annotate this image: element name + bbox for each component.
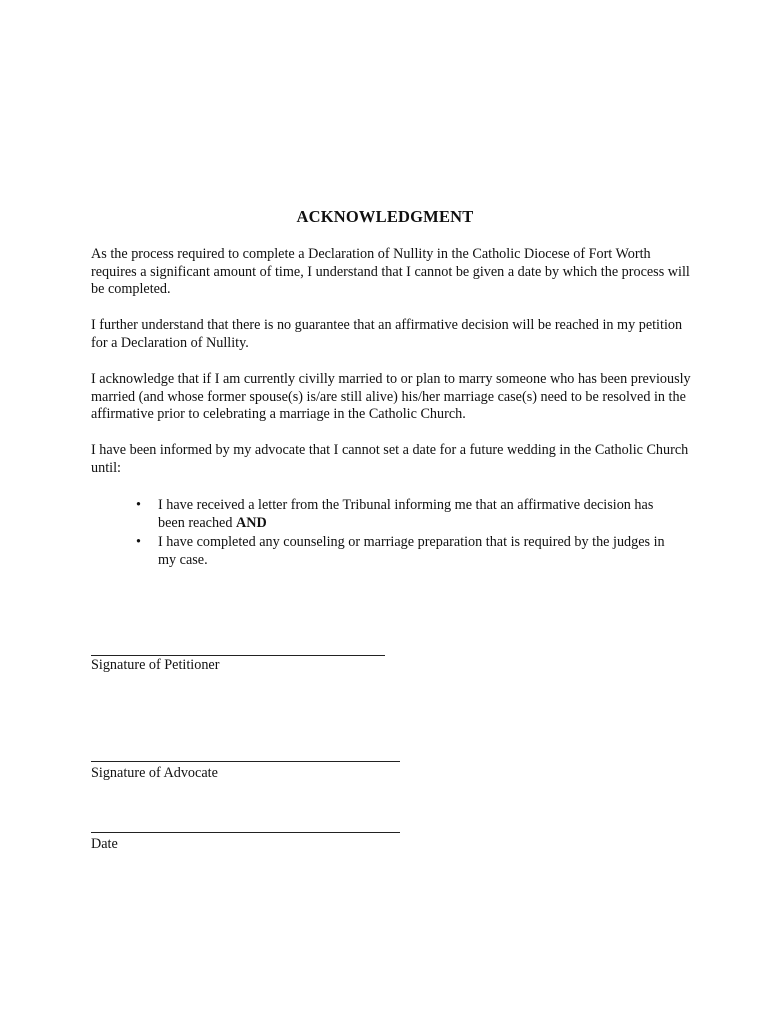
advocate-signature-label: Signature of Advocate xyxy=(91,765,218,781)
paragraph-no-guarantee: I further understand that there is no guarantee that an affirmative decision will be reached in my petition for a Declaration of Nullity. xyxy=(91,317,683,351)
paragraph-civil-marriage: I acknowledge that if I am currently civilly married to or plan to marry someone who has been previously married (and whose former spouse(s) is/are still alive) his/her marriage case(s) need to be resolved in the affirmative prior to celebrating a marriage in the Catholic Church. xyxy=(91,371,691,422)
conditions-list xyxy=(91,497,691,571)
condition-bold-and: AND xyxy=(235,514,267,531)
bullet-icon: • xyxy=(136,497,141,513)
date-line[interactable] xyxy=(91,832,400,833)
bullet-icon: • xyxy=(136,534,141,550)
condition-text: I have received a letter from the Tribunal informing me that an affirmative decision has been reached xyxy=(158,497,654,531)
petitioner-signature-line[interactable] xyxy=(91,655,385,656)
document-title: ACKNOWLEDGMENT xyxy=(296,207,474,226)
paragraph-wedding-date: I have been informed by my advocate that I cannot set a date for a future wedding in the Catholic Church until: xyxy=(91,442,689,476)
date-label: Date xyxy=(91,836,118,852)
list-item xyxy=(91,534,678,569)
condition-text: I have completed any counseling or marriage preparation that is required by the judges in my case. xyxy=(158,534,665,568)
advocate-signature-line[interactable] xyxy=(91,761,400,762)
paragraph-process-time: As the process required to complete a Declaration of Nullity in the Catholic Diocese of Fort Worth requires a significant amount of time, I understand that I cannot be given a date by which the process will be completed. xyxy=(91,246,690,297)
petitioner-signature-label: Signature of Petitioner xyxy=(91,657,220,673)
list-item xyxy=(91,497,678,532)
